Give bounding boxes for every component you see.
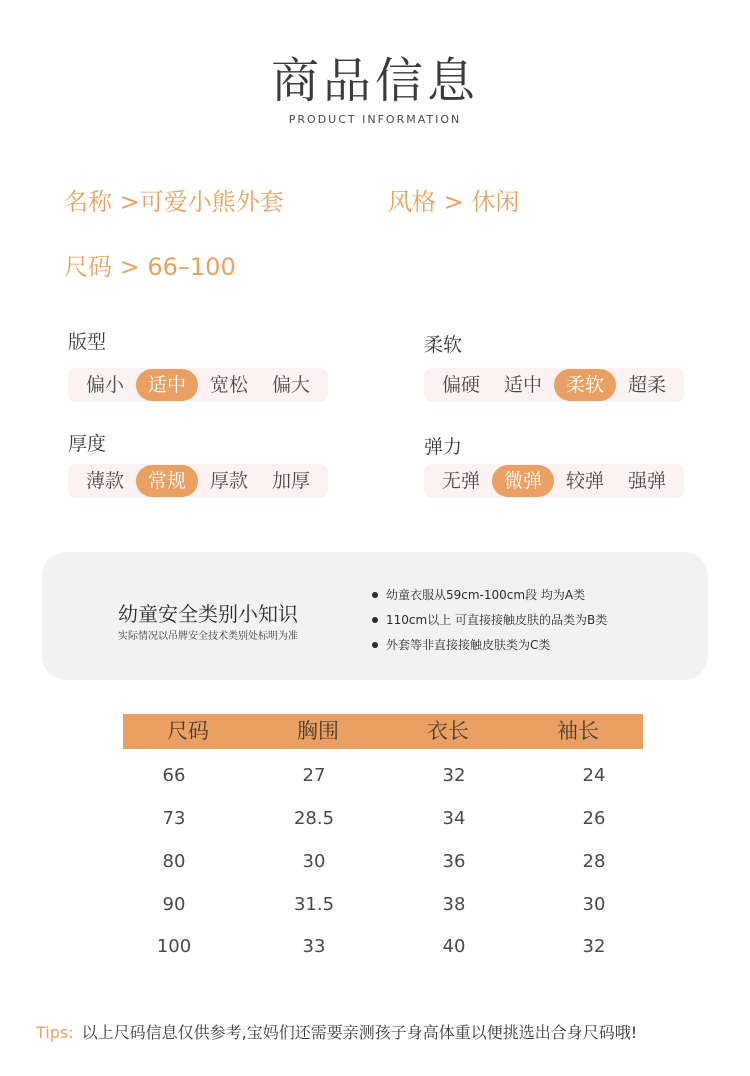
size-table-row bbox=[104, 936, 664, 957]
bullet-dot-icon bbox=[372, 592, 378, 598]
thickness-option: 厚款 bbox=[210, 470, 249, 492]
size-table-row bbox=[104, 765, 664, 786]
fit-option: 宽松 bbox=[210, 374, 249, 396]
thickness-label: 厚度 bbox=[68, 433, 107, 455]
size-table-cell: 100 bbox=[156, 936, 192, 957]
fit-option: 偏大 bbox=[272, 374, 311, 396]
softness-selector bbox=[424, 368, 684, 402]
size-table-cell: 28 bbox=[582, 851, 606, 872]
softness-option: 适中 bbox=[504, 374, 543, 396]
size-table-header-cell: 尺码 bbox=[167, 719, 209, 743]
product-size-range: 尺码 > 66–100 bbox=[64, 253, 236, 281]
page-subtitle: PRODUCT INFORMATION bbox=[288, 113, 462, 126]
size-table-cell: 90 bbox=[162, 894, 186, 915]
size-table-cell: 80 bbox=[162, 851, 186, 872]
size-table-cell: 66 bbox=[162, 765, 186, 786]
elasticity-selector bbox=[424, 464, 684, 498]
size-table-header-cell: 胸围 bbox=[297, 719, 339, 743]
size-table-row bbox=[104, 894, 664, 915]
size-table-header bbox=[123, 714, 643, 749]
page-title: 商品信息 bbox=[270, 53, 479, 109]
safety-title: 幼童安全类别小知识 bbox=[118, 602, 298, 626]
product-name: 名称 >可爱小熊外套 bbox=[64, 188, 284, 216]
elasticity-label: 弹力 bbox=[424, 436, 463, 458]
thickness-selector bbox=[68, 464, 328, 498]
size-table-cell: 30 bbox=[302, 851, 326, 872]
size-table-header-cell: 袖长 bbox=[557, 719, 599, 743]
safety-bullet: 幼童衣服从59cm-100cm段 均为A类 bbox=[372, 586, 585, 603]
elasticity-option: 微弹 bbox=[492, 465, 554, 497]
thickness-option: 薄款 bbox=[86, 470, 125, 492]
size-table-cell: 32 bbox=[582, 936, 606, 957]
size-table-cell: 38 bbox=[442, 894, 466, 915]
size-table-row bbox=[104, 808, 664, 829]
size-table-cell: 26 bbox=[582, 808, 606, 829]
size-table-cell: 27 bbox=[302, 765, 326, 786]
thickness-option: 加厚 bbox=[272, 470, 311, 492]
size-table-cell: 36 bbox=[442, 851, 466, 872]
softness-option: 偏硬 bbox=[442, 374, 481, 396]
fit-selector bbox=[68, 368, 328, 402]
elasticity-option: 无弹 bbox=[442, 470, 481, 492]
bullet-dot-icon bbox=[372, 642, 378, 648]
thickness-option: 常规 bbox=[136, 465, 198, 497]
softness-option: 柔软 bbox=[554, 369, 616, 401]
product-style: 风格 > 休闲 bbox=[388, 188, 520, 216]
size-table-cell: 40 bbox=[442, 936, 466, 957]
size-table-cell: 28.5 bbox=[293, 808, 335, 829]
size-table-row bbox=[104, 851, 664, 872]
safety-bullet: 外套等非直接接触皮肤类为C类 bbox=[372, 636, 550, 653]
tips-text: 以上尺码信息仅供参考,宝妈们还需要亲测孩子身高体重以便挑选出合身尺码哦! bbox=[81, 1023, 638, 1042]
bullet-dot-icon bbox=[372, 617, 378, 623]
size-table-header-cell: 衣长 bbox=[427, 719, 469, 743]
size-table-cell: 24 bbox=[582, 765, 606, 786]
softness-label: 柔软 bbox=[424, 334, 463, 356]
fit-option: 适中 bbox=[136, 369, 198, 401]
size-table-cell: 73 bbox=[162, 808, 186, 829]
fit-option: 偏小 bbox=[86, 374, 125, 396]
size-table-cell: 32 bbox=[442, 765, 466, 786]
size-table-cell: 34 bbox=[442, 808, 466, 829]
size-table-cell: 30 bbox=[582, 894, 606, 915]
fit-label: 版型 bbox=[68, 331, 107, 353]
elasticity-option: 较弹 bbox=[566, 470, 605, 492]
tips-note bbox=[36, 1020, 637, 1043]
elasticity-option: 强弹 bbox=[628, 470, 667, 492]
safety-bullet: 110cm以上 可直接接触皮肤的品类为B类 bbox=[372, 611, 607, 628]
softness-option: 超柔 bbox=[628, 374, 667, 396]
tips-label: Tips: bbox=[36, 1023, 74, 1042]
safety-subtitle: 实际情况以吊牌安全技术类别处标明为准 bbox=[118, 631, 298, 642]
size-table-cell: 31.5 bbox=[293, 894, 335, 915]
size-table-cell: 33 bbox=[302, 936, 326, 957]
